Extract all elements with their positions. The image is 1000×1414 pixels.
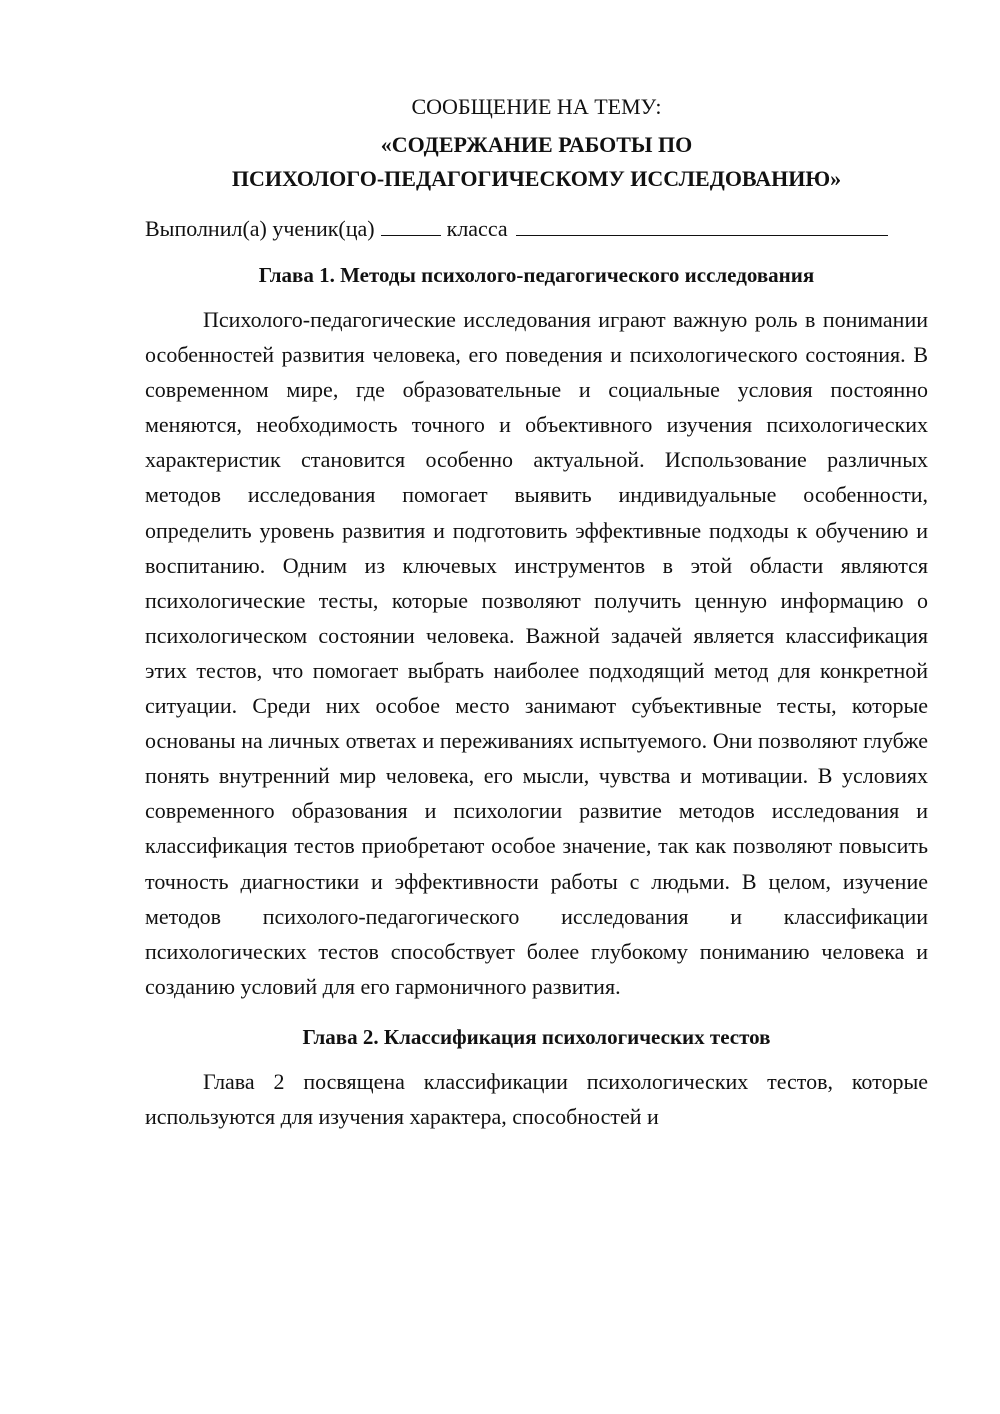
chapter-2-paragraph: Глава 2 посвящена классификации психологических тестов, которые используются для изучения характера, способностей и (145, 1068, 928, 1129)
topic-line-1: «СОДЕРЖАНИЕ РАБОТЫ ПО (380, 132, 693, 157)
author-line (145, 212, 928, 246)
chapter-2-heading: Глава 2. Классификация психологических тестов (302, 1024, 771, 1049)
document-topic (145, 128, 928, 196)
document-page (145, 90, 928, 1134)
chapter-1-paragraph: Психолого-педагогические исследования играют важную роль в понимании особенностей развития человека, его поведения и психологического состояния. В современном мире, где образовательные и социальные условия постоянно меняются, необходимость точного и объективного изучения психологических характеристик становится особенно актуальной. Использование различных методов исследования помогает выявить индивидуальные особенности, определить уровень развития и подготовить эффективные подходы к обучению и воспитанию. Одним из ключевых инструментов в этой области являются психологические тесты, которые позволяют получить ценную информацию о психологическом состоянии человека. Важной задачей является классификация этих тестов, что помогает выбрать наиболее подходящий метод для конкретной ситуации. Среди них особое место занимают субъективные тесты, которые основаны на личных ответах и переживаниях испытуемого. Они позволяют глубже понять внутренний мир человека, его мысли, чувства и мотивации. В условиях современного образования и психологии развитие методов исследования и классификация тестов приобретают особое значение, так как позволяют повысить точность диагностики и эффективности работы с людьми. В целом, изучение методов психолого-педагогического исследования и классификации психологических тестов способствует более глубокому пониманию человека и созданию условий для его гармоничного развития. (145, 307, 928, 999)
topic-line-2: ПСИХОЛОГО-ПЕДАГОГИЧЕСКОМУ ИССЛЕДОВАНИЮ» (231, 166, 842, 191)
author-label: Выполнил(а) ученик(ца) (145, 216, 375, 241)
grade-blank[interactable] (381, 213, 441, 236)
class-label: класса (446, 216, 508, 241)
chapter-1-heading: Глава 1. Методы психолого-педагогического исследования (258, 263, 815, 287)
name-blank[interactable] (516, 213, 888, 236)
document-title: СООБЩЕНИЕ НА ТЕМУ: (411, 94, 662, 119)
